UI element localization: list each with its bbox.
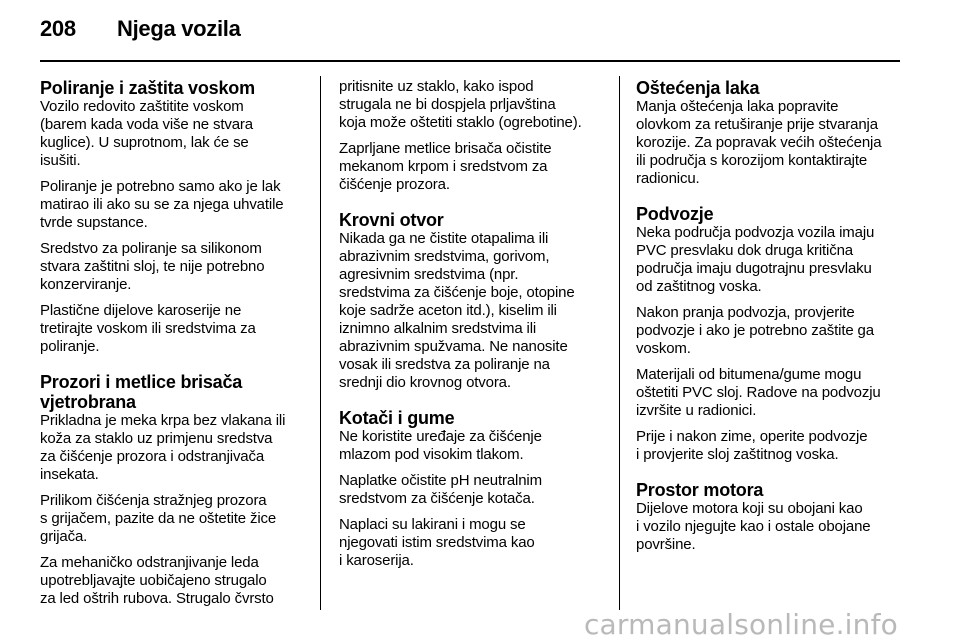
- section-heading: Poliranje i zaštita voskom: [40, 78, 255, 98]
- section: [636, 204, 902, 464]
- section: [339, 78, 614, 194]
- watermark: carmanualsonline.info: [583, 608, 898, 641]
- section-heading: Krovni otvor: [339, 210, 444, 230]
- paragraph: Naplaci su lakirani i mogu se njegovati istim sredstvima kao i karoserija.: [339, 516, 535, 569]
- section-heading: Oštećenja laka: [636, 78, 760, 98]
- paragraph: Neka područja podvozja vozila imaju PVC presvlaku dok druga kritična područja imaju dugotrajnu presvlaku od zaštitnog voska.: [636, 224, 875, 295]
- paragraph: Dijelove motora koji su obojani kao i vozilo njegujte kao i ostale obojane površine.: [636, 500, 871, 553]
- chapter-title: Njega vozila: [117, 16, 241, 41]
- paragraph: Prikladna je meka krpa bez vlakana ili koža za staklo uz primjenu sredstva za čišćenje prozora i odstranjivača insekata.: [40, 412, 286, 483]
- section: [636, 78, 902, 188]
- paragraph: Ne koristite uređaje za čišćenje mlazom pod visokim tlakom.: [339, 428, 542, 463]
- paragraph: Vozilo redovito zaštitite voskom (barem kada voda više ne stvara kuglice). U suprotnom, lak će se isušiti.: [40, 98, 253, 169]
- section-heading: Prozori i metlice brisača vjetrobrana: [40, 372, 243, 412]
- paragraph: Za mehaničko odstranjivanje leda upotrebljavajte uobičajeno strugalo za led oštrih rubova. Strugalo čvrsto: [40, 554, 274, 607]
- paragraph: Plastične dijelove karoserije ne tretirajte voskom ili sredstvima za poliranje.: [40, 302, 256, 355]
- paragraph: Manja oštećenja laka popravite olovkom za retuširanje prije stvaranja korozije. Za popravak većih oštećenja ili područja s korozijom kontaktirajte radionicu.: [636, 98, 882, 187]
- section: [339, 210, 614, 392]
- paragraph: Nikada ga ne čistite otapalima ili abrazivnim sredstvima, gorivom, agresivnim sredstvima (npr. sredstvima za čišćenje boje, otopine koje sadrže aceton itd.), kiselim ili iznimno alkalnim sredstvima ili abrazivnim spužvama. Ne nanosite vosak ili sredstva za poliranje na srednji dio krovnog otvora.: [339, 230, 575, 391]
- page-number: 208: [40, 16, 76, 41]
- section-heading: Podvozje: [636, 204, 714, 224]
- paragraph: Prilikom čišćenja stražnjeg prozora s grijačem, pazite da ne oštetite žice grijača.: [40, 492, 277, 545]
- column-rule-1: [320, 76, 321, 610]
- paragraph: Prije i nakon zime, operite podvozje i provjerite sloj zaštitnog voska.: [636, 428, 868, 463]
- paragraph: Materijali od bitumena/gume mogu oštetiti PVC sloj. Radove na podvozju izvršite u radionici.: [636, 366, 881, 419]
- section: [636, 480, 902, 554]
- paragraph: Nakon pranja podvozja, provjerite podvozje i ako je potrebno zaštite ga voskom.: [636, 304, 874, 357]
- header-rule: [40, 60, 900, 62]
- paragraph: Zaprljane metlice brisača očistite mekanom krpom i sredstvom za čišćenje prozora.: [339, 140, 552, 193]
- section-heading: Kotači i gume: [339, 408, 455, 428]
- column-2: [339, 78, 614, 578]
- section: [339, 408, 614, 570]
- section-heading: Prostor motora: [636, 480, 764, 500]
- paragraph: Poliranje je potrebno samo ako je lak matirao ili ako su se za njega uhvatile tvrde supstance.: [40, 178, 284, 231]
- column-rule-2: [619, 76, 620, 610]
- section: [40, 78, 312, 356]
- column-1: [40, 78, 312, 616]
- column-3: [636, 78, 902, 562]
- paragraph: Sredstvo za poliranje sa silikonom stvara zaštitni sloj, te nije potrebno konzerviranje.: [40, 240, 265, 293]
- paragraph: pritisnite uz staklo, kako ispod strugala ne bi dospjela prljavština koja može oštetiti staklo (ogrebotine).: [339, 78, 582, 131]
- section: [40, 372, 312, 608]
- paragraph: Naplatke očistite pH neutralnim sredstvom za čišćenje kotača.: [339, 472, 542, 507]
